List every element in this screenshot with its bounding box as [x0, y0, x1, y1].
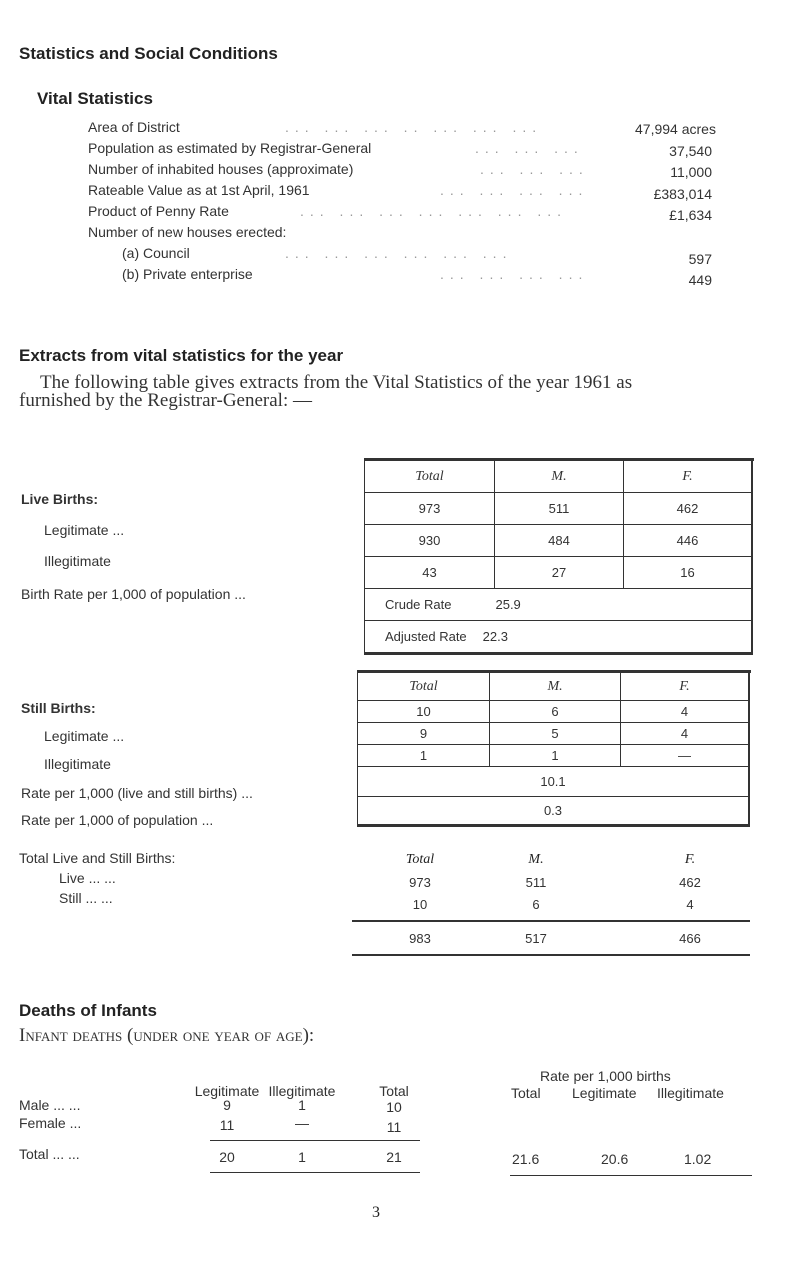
infant-rate-header-legitimate: Legitimate [572, 1085, 637, 1101]
header-male: M. [490, 673, 621, 701]
dot-leader: ... ... ... .. ... ... ... [285, 119, 543, 135]
total-births-still-male: 6 [532, 897, 540, 912]
still-illegit-female: — [621, 745, 749, 767]
infant-rate-total: 21.6 [512, 1151, 540, 1167]
crude-rate-value: 25.9 [495, 597, 521, 612]
dot-leader: ... ... ... [475, 140, 584, 156]
infants-bottom-rule [210, 1172, 420, 1173]
total-births-live-male: 511 [525, 875, 547, 890]
total-births-header-male: M. [528, 852, 544, 867]
still-illegitimate-label: Illegitimate [44, 756, 111, 772]
live-births-label: Live Births: [21, 491, 99, 507]
infant-rate-header-illegitimate: Illegitimate [657, 1085, 724, 1101]
still-births-label: Still Births: [21, 700, 96, 716]
infants-header-illegitimate: Illegitimate [268, 1083, 336, 1099]
header-female: F. [621, 673, 749, 701]
still-legit-male: 5 [490, 723, 621, 745]
infants-total-illegitimate: 1 [298, 1149, 306, 1165]
extracts-intro-line1: The following table gives extracts from the Vital Statistics of the year 1961 as [40, 372, 633, 393]
vital-value-rateable: £383,014 [653, 186, 712, 202]
dot-leader: ... ... ... ... ... ... [285, 245, 513, 261]
infants-total-legitimate: 20 [219, 1149, 235, 1165]
infants-male-total: 10 [386, 1099, 402, 1115]
vital-value-penny: £1,634 [669, 207, 712, 223]
vital-label-rateable: Rateable Value as at 1st April, 1961 [88, 182, 310, 198]
infant-rate-header-total: Total [511, 1085, 541, 1101]
live-legit-male: 484 [495, 525, 624, 557]
still-rate-population-label: Rate per 1,000 of population ... [21, 812, 214, 828]
total-births-sum-male: 517 [525, 931, 547, 946]
dot-leader: ... ... ... ... [440, 266, 589, 282]
vital-value-council: 597 [688, 251, 712, 267]
vital-label-area: Area of District [88, 119, 180, 135]
live-illegitimate-label: Illegitimate [44, 553, 111, 569]
vital-label-council: (a) Council [122, 245, 190, 261]
live-total: 973 [365, 493, 495, 525]
crude-rate-row [365, 589, 753, 621]
infants-total-label: Total ... ... [19, 1146, 80, 1162]
live-legit-total: 930 [365, 525, 495, 557]
still-births-table [357, 673, 750, 827]
infants-subheading: Infant deaths (under one year of age): [19, 1025, 315, 1046]
still-female: 4 [621, 701, 749, 723]
vital-label-new-houses: Number of new houses erected: [88, 224, 287, 240]
vital-label-private: (b) Private enterprise [122, 266, 253, 282]
extracts-intro-line2: furnished by the Registrar-General: — [19, 390, 312, 411]
birth-rate-label: Birth Rate per 1,000 of population ... [21, 586, 246, 602]
vital-value-private: 449 [688, 272, 712, 288]
infants-female-legitimate: 11 [219, 1117, 235, 1133]
total-births-rule [352, 920, 750, 922]
vital-value-houses: 11,000 [670, 164, 712, 180]
total-births-live-label: Live ... ... [59, 870, 116, 886]
header-total: Total [365, 461, 495, 493]
vital-label-population: Population as estimated by Registrar-General [88, 140, 372, 156]
vital-value-population: 37,540 [669, 143, 712, 159]
dot-leader: ... ... ... ... [440, 182, 589, 198]
dot-leader: ... ... ... ... ... ... ... [300, 203, 568, 219]
adjusted-rate-label: Adjusted Rate [385, 629, 467, 644]
live-illegit-total: 43 [365, 557, 495, 589]
still-legit-total: 9 [358, 723, 490, 745]
infants-header-legitimate: Legitimate [194, 1083, 260, 1099]
infants-rule [210, 1140, 420, 1141]
vital-statistics-heading: Vital Statistics [37, 89, 153, 108]
live-births-table [364, 461, 753, 655]
total-births-live-total: 973 [409, 875, 431, 890]
infant-rate-heading: Rate per 1,000 births [540, 1068, 671, 1084]
page-number: 3 [372, 1204, 380, 1221]
dot-leader: ... ... ... [480, 161, 589, 177]
live-female: 462 [624, 493, 753, 525]
infants-female-label: Female ... [19, 1115, 82, 1131]
still-illegit-male: 1 [490, 745, 621, 767]
live-legit-female: 446 [624, 525, 753, 557]
infant-rate-illegitimate: 1.02 [684, 1151, 712, 1167]
total-births-sum-female: 466 [679, 931, 701, 946]
still-rate-population-value: 0.3 [358, 797, 750, 826]
still-rate-live-still-value: 10.1 [358, 767, 750, 797]
total-births-header-female: F. [684, 852, 696, 867]
infants-male-illegitimate: 1 [298, 1097, 306, 1113]
crude-rate-label: Crude Rate [385, 597, 452, 612]
still-rate-live-still-label: Rate per 1,000 (live and still births) ... [21, 785, 253, 801]
live-male: 511 [495, 493, 624, 525]
page-title: Statistics and Social Conditions [19, 44, 278, 63]
infants-header-total: Total [379, 1083, 409, 1099]
still-male: 6 [490, 701, 621, 723]
header-male: M. [495, 461, 624, 493]
infants-male-label: Male ... ... [19, 1097, 81, 1113]
live-legitimate-label: Legitimate ... [44, 522, 125, 538]
total-births-sum-total: 983 [409, 931, 431, 946]
still-illegit-total: 1 [358, 745, 490, 767]
total-births-still-total: 10 [412, 897, 428, 912]
adjusted-rate-row [365, 621, 753, 654]
extracts-heading: Extracts from vital statistics for the year [19, 346, 344, 365]
infants-total-total: 21 [386, 1149, 402, 1165]
live-illegit-male: 27 [495, 557, 624, 589]
infant-rate-legitimate: 20.6 [601, 1151, 629, 1167]
total-births-live-female: 462 [679, 875, 701, 890]
vital-label-houses: Number of inhabited houses (approximate) [88, 161, 354, 177]
infants-female-illegitimate: — [295, 1115, 309, 1131]
infant-rate-rule [510, 1175, 752, 1176]
total-births-still-label: Still ... ... [59, 890, 113, 906]
live-illegit-female: 16 [624, 557, 753, 589]
total-births-header-total: Total [405, 852, 435, 867]
vital-value-area: 47,994 acres [635, 121, 716, 137]
total-births-still-female: 4 [686, 897, 694, 912]
total-births-label: Total Live and Still Births: [19, 850, 176, 866]
vital-label-penny: Product of Penny Rate [88, 203, 229, 219]
infants-heading: Deaths of Infants [19, 1001, 157, 1020]
header-total: Total [358, 673, 490, 701]
total-births-bottom-rule [352, 954, 750, 956]
adjusted-rate-value: 22.3 [482, 629, 508, 644]
still-total: 10 [358, 701, 490, 723]
still-legit-female: 4 [621, 723, 749, 745]
header-female: F. [624, 461, 753, 493]
infants-female-total: 11 [386, 1119, 402, 1135]
infants-male-legitimate: 9 [223, 1097, 231, 1113]
still-legitimate-label: Legitimate ... [44, 728, 125, 744]
